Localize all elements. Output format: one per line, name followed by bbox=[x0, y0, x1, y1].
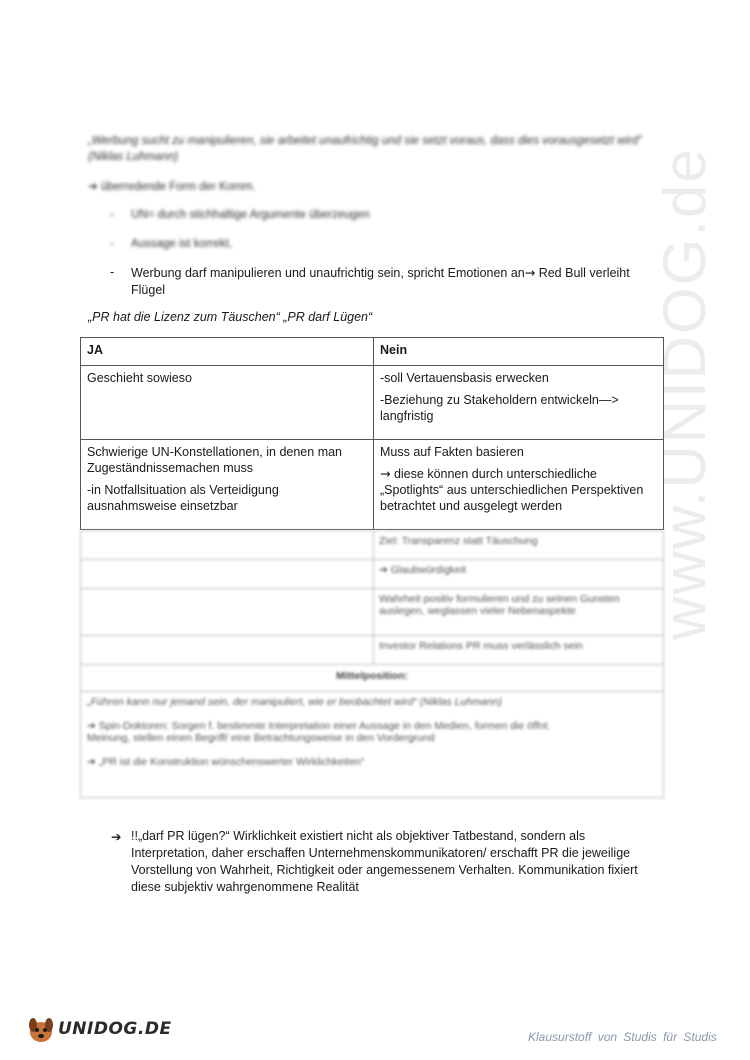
dog-logo-icon bbox=[24, 1012, 58, 1046]
bullet-werbung-line1b: Red Bull verleiht bbox=[535, 266, 630, 280]
blurred-row-text: Glaubwürdigkeit bbox=[390, 564, 467, 576]
conclusion-line: diese subjektiv wahrgenommene Realität bbox=[131, 880, 359, 894]
cell-text: ausnahmsweise einsetzbar bbox=[87, 499, 238, 513]
conclusion-arrow bbox=[111, 828, 121, 846]
blurred-mid-cell bbox=[80, 691, 664, 798]
footer-logo[interactable] bbox=[24, 1012, 172, 1046]
blurred-quote: „Werbung sucht zu manipulieren, sie arbeitet unaufrichtig und sie setzt voraus, dass dies vorausgesetzt wird“ (Niklas Luhmann) bbox=[88, 135, 642, 163]
bullet-text: UN= durch stichhaltige Argumente überzeugen bbox=[131, 209, 370, 221]
right-arrow-icon: ➔ bbox=[111, 829, 122, 844]
conclusion-text bbox=[131, 828, 671, 896]
blurred-row bbox=[80, 635, 664, 665]
blurred-text: „PR ist die Konstruktion wünschenswerter Wirklichkeiten“ bbox=[95, 756, 365, 768]
blurred-arrow-line bbox=[88, 178, 256, 195]
blurred-mid-heading: Mittelposition: bbox=[80, 664, 664, 692]
blurred-table bbox=[80, 530, 664, 798]
cell-ja-2 bbox=[81, 440, 374, 530]
bullet-text: Aussage ist korrekt, bbox=[131, 238, 233, 250]
right-arrow-icon: → bbox=[380, 466, 391, 481]
footer-tagline: Klausurstoff von Studis für Studis bbox=[528, 1030, 717, 1044]
right-arrow-icon: ➔ bbox=[379, 564, 388, 576]
blurred-bullet-2 bbox=[110, 236, 232, 252]
dash-bullet-icon: - bbox=[110, 238, 114, 250]
header-nein: Nein bbox=[374, 338, 664, 366]
blurred-text: „Führen kann nur jemand sein, der manipuliert, wie er beobachtet wird“ (Niklas Luhmann) bbox=[87, 696, 502, 708]
right-arrow-icon: → bbox=[524, 265, 536, 280]
blurred-row bbox=[80, 588, 664, 636]
cell-text: Schwierige UN-Konstellationen, in denen man bbox=[87, 445, 343, 459]
bullet-werbung bbox=[110, 264, 114, 281]
cell-nein-1 bbox=[374, 366, 664, 440]
blurred-row bbox=[80, 559, 664, 589]
cell-text: Zugeständnissemachen muss bbox=[87, 461, 254, 475]
blurred-text: Spin-Doktoren: Sorgen f. bestimmte Interpretation einer Aussage in den Medien, formen die öffnt. bbox=[95, 720, 551, 732]
blurred-bullet-1 bbox=[110, 207, 370, 223]
pr-heading: „PR hat die Lizenz zum Täuschen“ „PR darf Lügen“ bbox=[88, 310, 373, 324]
conclusion-line: !!„darf PR lügen?“ Wirklichkeit existiert nicht als objektiver Tatbestand, sondern als bbox=[131, 829, 586, 843]
watermark: www.UNIDOG.de bbox=[651, 147, 718, 640]
right-arrow-icon: ➔ bbox=[87, 756, 96, 768]
dash-bullet-icon: - bbox=[110, 209, 114, 221]
right-arrow-icon: ➔ bbox=[88, 179, 98, 193]
cell-text: betrachtet und ausgelegt werden bbox=[380, 499, 563, 513]
arrow-line-text: überredende Form der Komm. bbox=[100, 181, 256, 193]
right-arrow-icon: ➔ bbox=[87, 720, 96, 732]
cell-ja-1 bbox=[81, 366, 374, 440]
cell-text: -soll Vertauensbasis erwecken bbox=[380, 371, 549, 385]
bullet-werbung-line1: Werbung darf manipulieren und unaufrichtig sein, spricht Emotionen an bbox=[131, 266, 525, 280]
cell-nein-2 bbox=[374, 440, 664, 530]
dash-bullet-icon: - bbox=[110, 265, 115, 279]
cell-text: „Spotlights“ aus unterschiedlichen Perspektiven bbox=[380, 483, 644, 497]
cell-text: -Beziehung zu Stakeholdern entwickeln—> bbox=[380, 393, 619, 407]
cell-text: -in Notfallsituation als Verteidigung bbox=[87, 483, 279, 497]
header-ja: JA bbox=[81, 338, 374, 366]
conclusion-line: Interpretation, daher erschaffen Unternehmenskommunikatoren/ erschafft PR die jeweilige bbox=[131, 846, 631, 860]
bullet-werbung-line2: Flügel bbox=[131, 283, 166, 297]
blurred-row-text: Wahrheit positiv formulieren und zu seinen Gunsten auslegen, weglassen vieler Nebenaspekte bbox=[379, 593, 620, 617]
cell-text: Geschieht sowieso bbox=[87, 371, 192, 385]
logo-text: UNIDOG.DE bbox=[58, 1019, 172, 1039]
cell-text: diese können durch unterschiedliche bbox=[390, 467, 597, 481]
blurred-text: Meinung, stellen einen Begriff/ eine Betrachtungsweise in den Vordergrund bbox=[87, 732, 435, 744]
cell-text: langfristig bbox=[380, 409, 434, 423]
cell-text: Muss auf Fakten basieren bbox=[380, 445, 524, 459]
blurred-row bbox=[80, 530, 664, 560]
conclusion-line: Vorstellung von Wahrheit, Richtigkeit oder angemessenem Verhalten. Kommunikation fixiert bbox=[131, 863, 638, 877]
blurred-row-text: Ziel: Transparenz statt Täuschung bbox=[379, 535, 538, 547]
bullet-werbung-text bbox=[131, 264, 651, 299]
pro-contra-table bbox=[80, 337, 664, 530]
blurred-row-text: Investor Relations PR muss verlässlich sein bbox=[379, 640, 583, 652]
